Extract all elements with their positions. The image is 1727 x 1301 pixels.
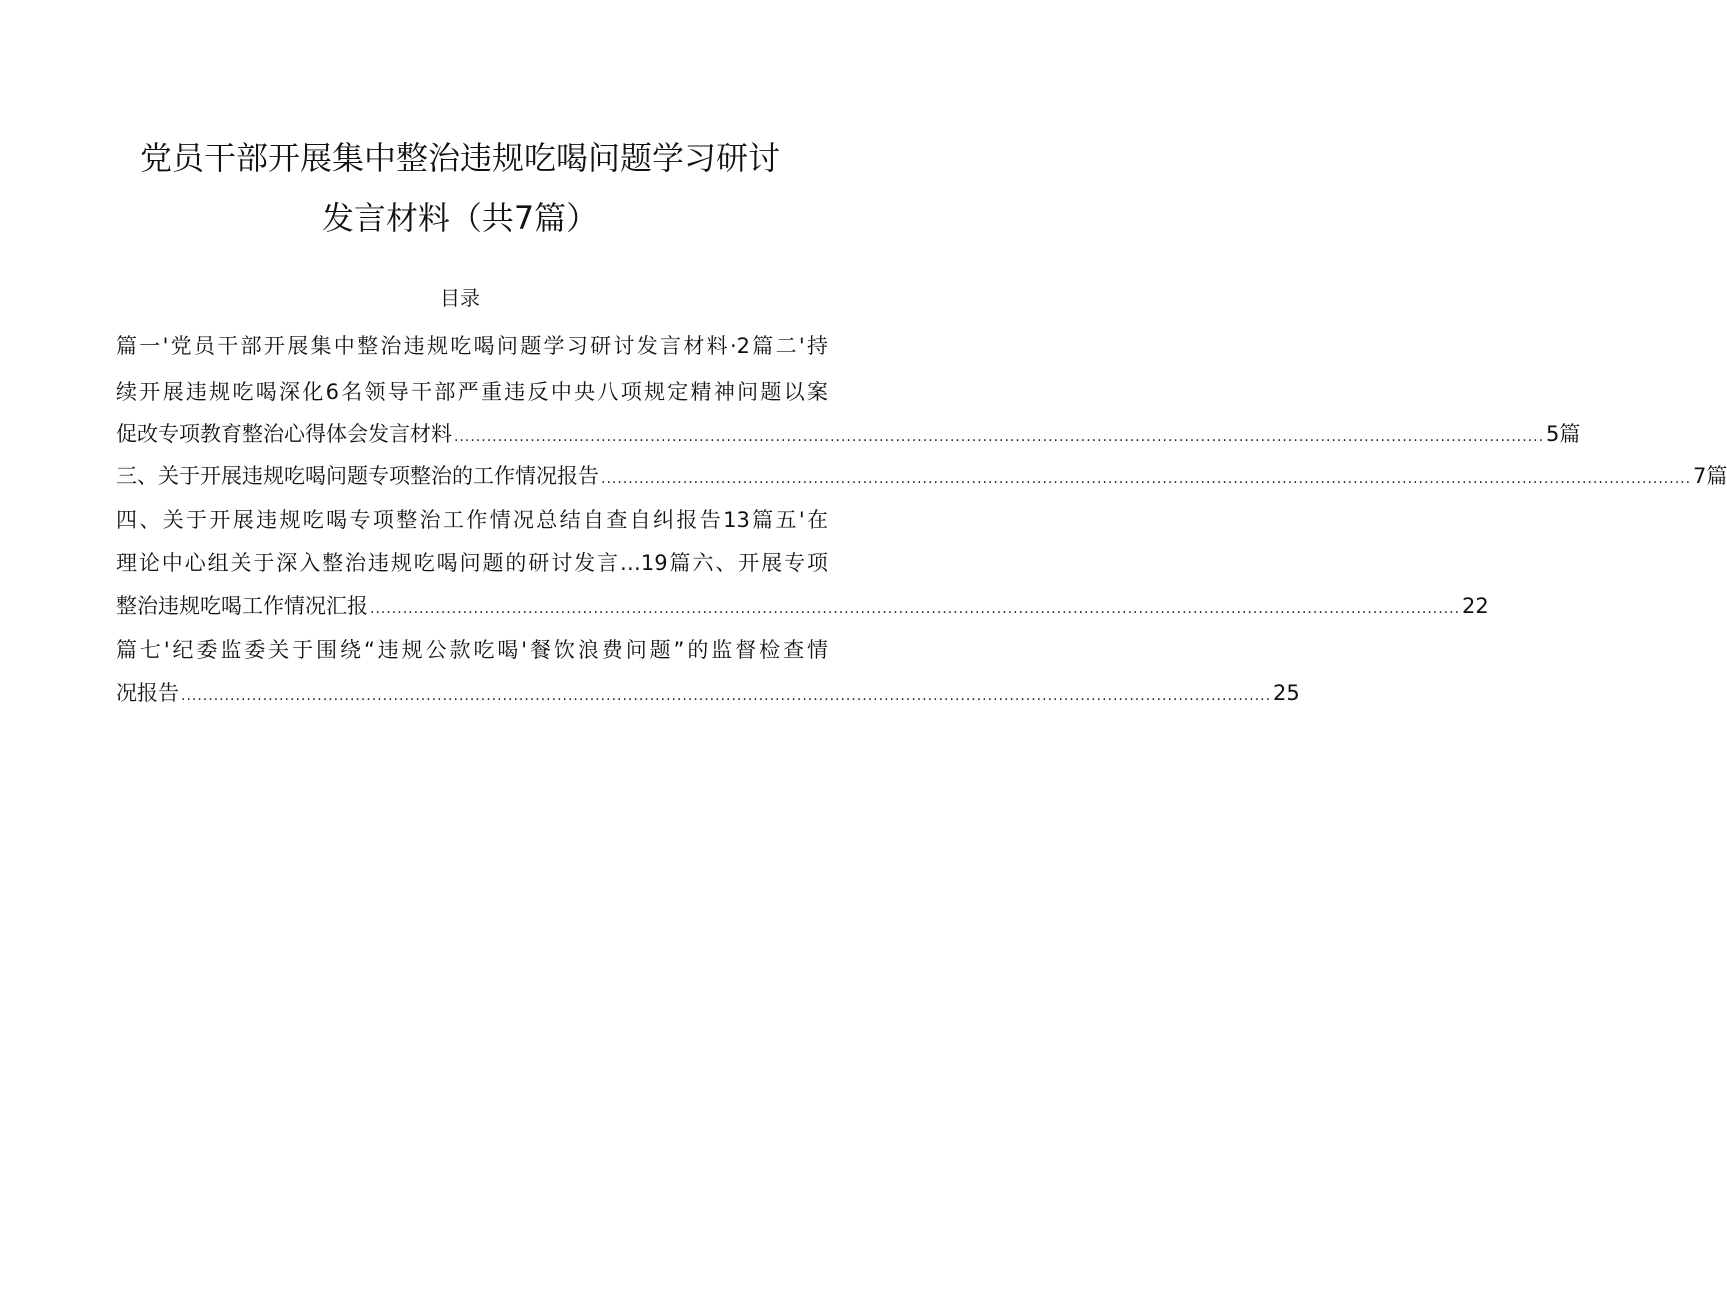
toc-entry-text: 况报告 [116,681,179,705]
toc-line-5: 四、关于开展违规吃喝专项整治工作情况总结自查自纠报告13篇五'在 [116,508,828,532]
toc-leader-dots: ........................................................................................................................................................................................................ [370,601,1461,617]
toc-leader-dots: ........................................................................................................................................................................................................ [601,471,1692,487]
toc-leader-dots: ........................................................................................................................................................................................................ [181,688,1272,704]
toc-page-ref: 7篇 [1693,464,1727,488]
toc-line-3 [116,418,1581,450]
toc-page-ref: 5篇 [1546,422,1581,446]
toc-page-ref: 22 [1462,594,1489,618]
toc-heading: 目录 [440,286,480,310]
toc-entry-text: 整治违规吃喝工作情况汇报 [116,594,368,618]
toc-entry-text: 促改专项教育整治心得体会发言材料 [116,422,452,446]
toc-line-1: 篇一'党员干部开展集中整治违规吃喝问题学习研讨发言材料·2篇二'持 [116,334,828,358]
toc-line-4 [116,460,1727,492]
toc-line-2: 续开展违规吃喝深化6名领导干部严重违反中央八项规定精神问题以案 [116,380,828,404]
toc-page-ref: 25 [1273,681,1300,705]
toc-line-9 [116,677,1300,709]
toc-line-7 [116,590,1489,622]
toc-line-6: 理论中心组关于深入整治违规吃喝问题的研讨发言…19篇六、开展专项 [116,551,828,575]
document-title-line-1: 党员干部开展集中整治违规吃喝问题学习研讨 [139,139,780,177]
toc-entry-text: 三、关于开展违规吃喝问题专项整治的工作情况报告 [116,464,599,488]
toc-leader-dots: ........................................................................................................................................................................................................ [454,429,1545,445]
toc-line-8: 篇七'纪委监委关于围绕“违规公款吃喝'餐饮浪费问题”的监督检查情 [116,638,828,662]
document-title-line-2: 发言材料（共7篇） [321,199,599,237]
